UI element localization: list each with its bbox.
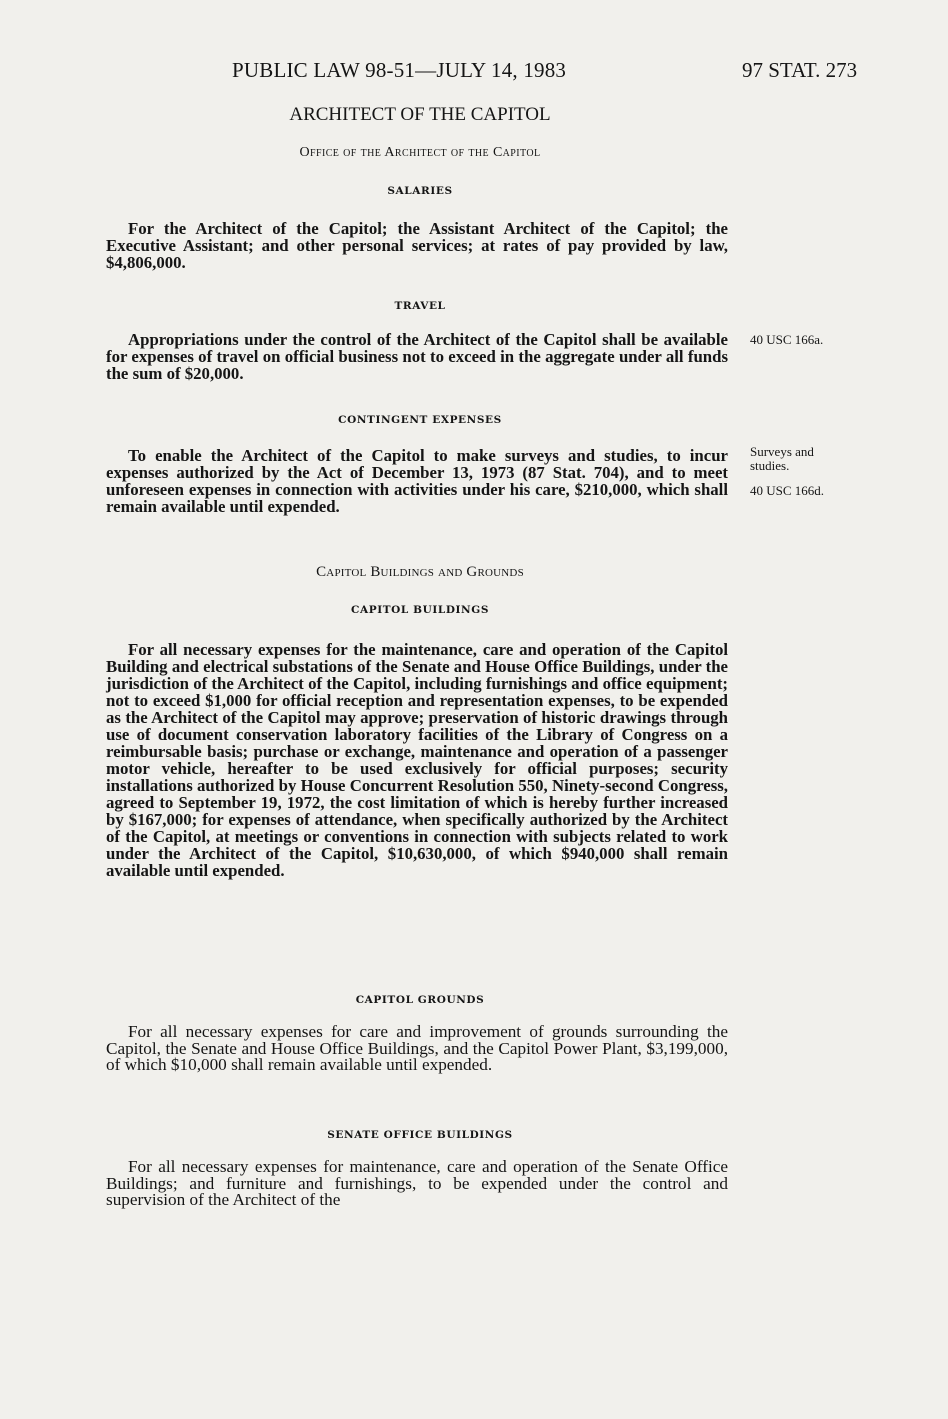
margin-note-surveys: Surveys and studies. (750, 444, 814, 473)
paragraph-travel: Appropriations under the control of the Architect of the Capitol shall be available for expenses of travel on official business not to exceed in the aggregate under all funds the sum of $20,000. (106, 330, 728, 383)
paragraph-capitol-buildings: For all necessary expenses for the maintenance, care and operation of the Capitol Building and electrical substations of the Senate and House Office Buildings, under the jurisdiction of the Architect of the Capitol, including furnishings and office equipment; not to exceed $1,000 for official reception and representation expenses, to be expended as the Architect of the Capitol may approve; preservation of historic drawings through use of document conservation laboratory facilities of the Library of Congress on a reimbursable basis; purchase or exchange, maintenance and operation of a passenger motor vehicle, hereafter to be used exclusively for official purposes; security installations authorized by House Concurrent Resolution 550, Ninety-second Congress, agreed to September 19, 1972, the cost limitation of which is hereby further increased by $167,000; for expenses of attendance, when specifically authorized by the Architect of the Capitol, at meetings or conventions in connection with subjects related to work under the Architect of the Capitol, $10,630,000, of which $940,000 shall remain available until expended. (106, 640, 728, 880)
heading-travel: TRAVEL (394, 300, 446, 312)
heading-contingent: CONTINGENT EXPENSES (338, 414, 502, 426)
page-title: ARCHITECT OF THE CAPITOL (289, 104, 551, 125)
page-subtitle: Office of the Architect of the Capitol (299, 145, 541, 160)
heading-capitol-grounds: CAPITOL GROUNDS (355, 994, 485, 1006)
heading-capitol-buildings: CAPITOL BUILDINGS (351, 604, 489, 616)
paragraph-senate-office: For all necessary expenses for maintenance, care and operation of the Senate Office Buildings; and furniture and furnishings, to be expended under the control and supervision of the Architect of the (106, 1157, 728, 1210)
heading-buildings-grounds: Capitol Buildings and Grounds (316, 564, 524, 580)
heading-salaries: SALARIES (387, 185, 453, 197)
margin-note-contingent-usc: 40 USC 166d. (750, 483, 825, 498)
stat-citation: 97 STAT. 273 (742, 58, 858, 82)
paragraph-salaries: For the Architect of the Capitol; the Assistant Architect of the Capitol; the Executive Assistant; and other personal services; at rates of pay provided by law, $4,806,000. (106, 219, 728, 272)
margin-note-travel: 40 USC 166a. (750, 332, 824, 347)
paragraph-capitol-grounds: For all necessary expenses for care and improvement of grounds surrounding the Capitol, the Senate and House Office Buildings, and the Capitol Power Plant, $3,199,000, of which $10,000 shall remain available until expended. (106, 1022, 728, 1075)
heading-senate-office: SENATE OFFICE BUILDINGS (327, 1129, 513, 1141)
running-head: PUBLIC LAW 98-51—JULY 14, 1983 (232, 58, 567, 82)
paragraph-contingent: To enable the Architect of the Capitol to make surveys and studies, to incur expenses authorized by the Act of December 13, 1973 (87 Stat. 704), and to meet unforeseen expenses in connection with activities under his care, $210,000, which shall remain available until expended. (106, 446, 728, 516)
